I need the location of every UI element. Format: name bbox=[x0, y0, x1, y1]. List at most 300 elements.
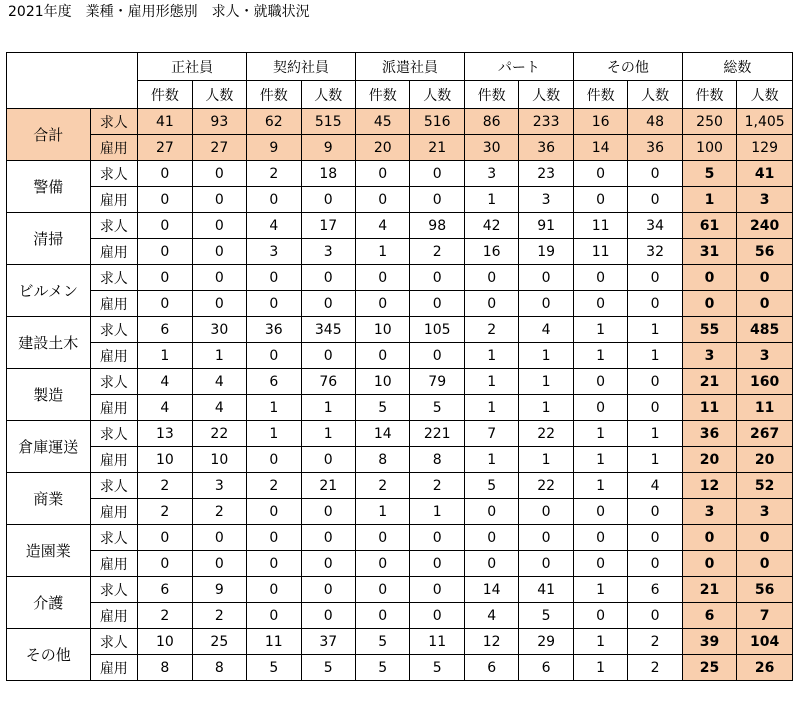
value-cell: 0 bbox=[247, 499, 301, 525]
value-cell: 0 bbox=[573, 369, 627, 395]
value-cell: 0 bbox=[138, 161, 192, 187]
value-cell: 11 bbox=[247, 629, 301, 655]
count-header: 件数 bbox=[573, 81, 627, 109]
value-cell: 62 bbox=[247, 109, 301, 135]
value-cell: 1 bbox=[247, 421, 301, 447]
total-cell: 36 bbox=[682, 421, 736, 447]
value-cell: 42 bbox=[464, 213, 518, 239]
value-cell: 2 bbox=[356, 473, 410, 499]
total-cell: 1,405 bbox=[737, 109, 793, 135]
value-cell: 2 bbox=[628, 629, 682, 655]
count-header: 件数 bbox=[247, 81, 301, 109]
value-cell: 6 bbox=[138, 577, 192, 603]
total-cell: 3 bbox=[737, 187, 793, 213]
value-cell: 1 bbox=[464, 343, 518, 369]
value-cell: 3 bbox=[519, 187, 573, 213]
value-cell: 36 bbox=[628, 135, 682, 161]
table-row bbox=[7, 317, 793, 343]
table-row bbox=[7, 343, 793, 369]
value-cell: 1 bbox=[519, 343, 573, 369]
value-cell: 2 bbox=[247, 161, 301, 187]
value-cell: 233 bbox=[519, 109, 573, 135]
table-row bbox=[7, 551, 793, 577]
value-cell: 5 bbox=[410, 655, 464, 681]
row-type-label: 求人 bbox=[90, 109, 138, 135]
value-cell: 4 bbox=[628, 473, 682, 499]
row-type-label: 求人 bbox=[90, 525, 138, 551]
value-cell: 0 bbox=[301, 187, 355, 213]
row-type-label: 雇用 bbox=[90, 395, 138, 421]
total-cell: 250 bbox=[682, 109, 736, 135]
row-type-label: 雇用 bbox=[90, 447, 138, 473]
value-cell: 2 bbox=[192, 603, 246, 629]
value-cell: 0 bbox=[628, 551, 682, 577]
table-row bbox=[7, 655, 793, 681]
value-cell: 0 bbox=[573, 603, 627, 629]
value-cell: 14 bbox=[464, 577, 518, 603]
category-label: ビルメン bbox=[7, 265, 91, 317]
value-cell: 0 bbox=[138, 525, 192, 551]
value-cell: 0 bbox=[464, 525, 518, 551]
group-header: パート bbox=[464, 53, 573, 81]
total-cell: 3 bbox=[737, 343, 793, 369]
value-cell: 17 bbox=[301, 213, 355, 239]
category-label: 清掃 bbox=[7, 213, 91, 265]
value-cell: 30 bbox=[464, 135, 518, 161]
total-cell: 0 bbox=[682, 525, 736, 551]
value-cell: 0 bbox=[410, 187, 464, 213]
value-cell: 0 bbox=[410, 161, 464, 187]
count-header: 件数 bbox=[464, 81, 518, 109]
total-cell: 31 bbox=[682, 239, 736, 265]
page-title: 2021年度 業種・雇用形態別 求人・就職状況 bbox=[8, 4, 310, 20]
value-cell: 25 bbox=[192, 629, 246, 655]
value-cell: 2 bbox=[410, 473, 464, 499]
value-cell: 10 bbox=[192, 447, 246, 473]
value-cell: 1 bbox=[301, 421, 355, 447]
value-cell: 0 bbox=[247, 187, 301, 213]
value-cell: 14 bbox=[573, 135, 627, 161]
value-cell: 12 bbox=[464, 629, 518, 655]
total-cell: 55 bbox=[682, 317, 736, 343]
people-header: 人数 bbox=[628, 81, 682, 109]
value-cell: 221 bbox=[410, 421, 464, 447]
value-cell: 36 bbox=[519, 135, 573, 161]
total-cell: 0 bbox=[682, 291, 736, 317]
value-cell: 0 bbox=[356, 265, 410, 291]
value-cell: 2 bbox=[410, 239, 464, 265]
value-cell: 34 bbox=[628, 213, 682, 239]
value-cell: 11 bbox=[410, 629, 464, 655]
value-cell: 4 bbox=[138, 369, 192, 395]
value-cell: 1 bbox=[138, 343, 192, 369]
value-cell: 0 bbox=[301, 447, 355, 473]
row-type-label: 求人 bbox=[90, 629, 138, 655]
value-cell: 29 bbox=[519, 629, 573, 655]
row-type-label: 求人 bbox=[90, 265, 138, 291]
value-cell: 11 bbox=[573, 213, 627, 239]
value-cell: 22 bbox=[519, 473, 573, 499]
value-cell: 93 bbox=[192, 109, 246, 135]
value-cell: 0 bbox=[356, 291, 410, 317]
value-cell: 22 bbox=[192, 421, 246, 447]
total-cell: 61 bbox=[682, 213, 736, 239]
value-cell: 86 bbox=[464, 109, 518, 135]
row-type-label: 求人 bbox=[90, 317, 138, 343]
value-cell: 0 bbox=[138, 187, 192, 213]
value-cell: 0 bbox=[247, 343, 301, 369]
value-cell: 0 bbox=[247, 291, 301, 317]
total-cell: 1 bbox=[682, 187, 736, 213]
category-label: 造園業 bbox=[7, 525, 91, 577]
value-cell: 1 bbox=[573, 421, 627, 447]
table-row bbox=[7, 447, 793, 473]
total-cell: 240 bbox=[737, 213, 793, 239]
row-type-label: 雇用 bbox=[90, 499, 138, 525]
value-cell: 2 bbox=[247, 473, 301, 499]
total-cell: 11 bbox=[737, 395, 793, 421]
value-cell: 0 bbox=[138, 213, 192, 239]
count-header: 件数 bbox=[682, 81, 736, 109]
value-cell: 0 bbox=[138, 239, 192, 265]
total-cell: 160 bbox=[737, 369, 793, 395]
total-cell: 5 bbox=[682, 161, 736, 187]
value-cell: 0 bbox=[628, 525, 682, 551]
total-cell: 21 bbox=[682, 577, 736, 603]
total-cell: 3 bbox=[682, 343, 736, 369]
value-cell: 0 bbox=[628, 603, 682, 629]
value-cell: 6 bbox=[247, 369, 301, 395]
table-row bbox=[7, 499, 793, 525]
value-cell: 1 bbox=[573, 317, 627, 343]
value-cell: 6 bbox=[519, 655, 573, 681]
row-type-label: 求人 bbox=[90, 369, 138, 395]
value-cell: 76 bbox=[301, 369, 355, 395]
value-cell: 0 bbox=[138, 265, 192, 291]
table-row bbox=[7, 239, 793, 265]
value-cell: 0 bbox=[573, 525, 627, 551]
count-header: 件数 bbox=[356, 81, 410, 109]
table-row bbox=[7, 395, 793, 421]
table-row bbox=[7, 187, 793, 213]
value-cell: 0 bbox=[519, 525, 573, 551]
value-cell: 10 bbox=[356, 317, 410, 343]
value-cell: 1 bbox=[247, 395, 301, 421]
total-cell: 25 bbox=[682, 655, 736, 681]
category-label: 合計 bbox=[7, 109, 91, 161]
value-cell: 11 bbox=[573, 239, 627, 265]
value-cell: 0 bbox=[410, 343, 464, 369]
value-cell: 0 bbox=[519, 291, 573, 317]
table-row bbox=[7, 265, 793, 291]
value-cell: 1 bbox=[573, 473, 627, 499]
row-type-label: 雇用 bbox=[90, 655, 138, 681]
value-cell: 1 bbox=[192, 343, 246, 369]
value-cell: 0 bbox=[356, 525, 410, 551]
value-cell: 5 bbox=[410, 395, 464, 421]
total-cell: 0 bbox=[682, 551, 736, 577]
value-cell: 0 bbox=[410, 577, 464, 603]
total-cell: 0 bbox=[737, 551, 793, 577]
value-cell: 0 bbox=[192, 161, 246, 187]
value-cell: 0 bbox=[410, 525, 464, 551]
row-type-label: 雇用 bbox=[90, 187, 138, 213]
row-type-label: 雇用 bbox=[90, 603, 138, 629]
value-cell: 0 bbox=[192, 187, 246, 213]
value-cell: 27 bbox=[192, 135, 246, 161]
value-cell: 3 bbox=[247, 239, 301, 265]
value-cell: 516 bbox=[410, 109, 464, 135]
people-header: 人数 bbox=[737, 81, 793, 109]
row-type-label: 求人 bbox=[90, 421, 138, 447]
value-cell: 5 bbox=[464, 473, 518, 499]
category-label: 製造 bbox=[7, 369, 91, 421]
table-row bbox=[7, 369, 793, 395]
value-cell: 1 bbox=[573, 343, 627, 369]
value-cell: 0 bbox=[192, 551, 246, 577]
row-type-label: 雇用 bbox=[90, 239, 138, 265]
value-cell: 48 bbox=[628, 109, 682, 135]
value-cell: 4 bbox=[356, 213, 410, 239]
value-cell: 30 bbox=[192, 317, 246, 343]
value-cell: 0 bbox=[628, 265, 682, 291]
value-cell: 0 bbox=[573, 187, 627, 213]
value-cell: 79 bbox=[410, 369, 464, 395]
value-cell: 8 bbox=[192, 655, 246, 681]
value-cell: 2 bbox=[464, 317, 518, 343]
category-label: その他 bbox=[7, 629, 91, 681]
total-cell: 56 bbox=[737, 239, 793, 265]
row-type-label: 求人 bbox=[90, 473, 138, 499]
total-cell: 0 bbox=[737, 291, 793, 317]
value-cell: 0 bbox=[628, 499, 682, 525]
value-cell: 0 bbox=[410, 603, 464, 629]
value-cell: 0 bbox=[573, 551, 627, 577]
value-cell: 0 bbox=[628, 187, 682, 213]
value-cell: 3 bbox=[464, 161, 518, 187]
value-cell: 5 bbox=[519, 603, 573, 629]
value-cell: 0 bbox=[628, 395, 682, 421]
value-cell: 1 bbox=[573, 447, 627, 473]
value-cell: 0 bbox=[138, 551, 192, 577]
value-cell: 22 bbox=[519, 421, 573, 447]
value-cell: 4 bbox=[192, 369, 246, 395]
people-header: 人数 bbox=[301, 81, 355, 109]
value-cell: 41 bbox=[519, 577, 573, 603]
value-cell: 0 bbox=[464, 291, 518, 317]
value-cell: 9 bbox=[247, 135, 301, 161]
value-cell: 345 bbox=[301, 317, 355, 343]
value-cell: 0 bbox=[464, 265, 518, 291]
total-cell: 0 bbox=[682, 265, 736, 291]
total-cell: 7 bbox=[737, 603, 793, 629]
total-cell: 3 bbox=[737, 499, 793, 525]
value-cell: 0 bbox=[301, 525, 355, 551]
value-cell: 0 bbox=[573, 291, 627, 317]
value-cell: 0 bbox=[519, 551, 573, 577]
value-cell: 4 bbox=[247, 213, 301, 239]
value-cell: 1 bbox=[573, 655, 627, 681]
value-cell: 0 bbox=[410, 265, 464, 291]
value-cell: 2 bbox=[138, 603, 192, 629]
value-cell: 5 bbox=[356, 629, 410, 655]
table-row bbox=[7, 603, 793, 629]
value-cell: 0 bbox=[138, 291, 192, 317]
value-cell: 0 bbox=[247, 265, 301, 291]
value-cell: 0 bbox=[192, 239, 246, 265]
value-cell: 6 bbox=[138, 317, 192, 343]
value-cell: 2 bbox=[138, 473, 192, 499]
row-type-label: 求人 bbox=[90, 577, 138, 603]
value-cell: 0 bbox=[247, 577, 301, 603]
value-cell: 3 bbox=[301, 239, 355, 265]
category-label: 介護 bbox=[7, 577, 91, 629]
value-cell: 0 bbox=[519, 265, 573, 291]
value-cell: 0 bbox=[410, 291, 464, 317]
table-row bbox=[7, 421, 793, 447]
value-cell: 19 bbox=[519, 239, 573, 265]
value-cell: 5 bbox=[247, 655, 301, 681]
value-cell: 0 bbox=[301, 499, 355, 525]
value-cell: 0 bbox=[356, 551, 410, 577]
total-cell: 26 bbox=[737, 655, 793, 681]
value-cell: 6 bbox=[628, 577, 682, 603]
value-cell: 0 bbox=[628, 369, 682, 395]
value-cell: 36 bbox=[247, 317, 301, 343]
value-cell: 0 bbox=[573, 265, 627, 291]
value-cell: 4 bbox=[519, 317, 573, 343]
value-cell: 1 bbox=[464, 369, 518, 395]
value-cell: 1 bbox=[573, 629, 627, 655]
value-cell: 0 bbox=[464, 499, 518, 525]
value-cell: 23 bbox=[519, 161, 573, 187]
value-cell: 0 bbox=[247, 447, 301, 473]
total-cell: 267 bbox=[737, 421, 793, 447]
value-cell: 27 bbox=[138, 135, 192, 161]
total-cell: 0 bbox=[737, 525, 793, 551]
value-cell: 1 bbox=[573, 577, 627, 603]
value-cell: 1 bbox=[464, 395, 518, 421]
value-cell: 0 bbox=[301, 551, 355, 577]
value-cell: 0 bbox=[192, 525, 246, 551]
total-cell: 100 bbox=[682, 135, 736, 161]
total-cell: 11 bbox=[682, 395, 736, 421]
row-type-label: 雇用 bbox=[90, 291, 138, 317]
table-row bbox=[7, 109, 793, 135]
value-cell: 5 bbox=[356, 395, 410, 421]
value-cell: 7 bbox=[464, 421, 518, 447]
value-cell: 0 bbox=[519, 499, 573, 525]
value-cell: 91 bbox=[519, 213, 573, 239]
total-cell: 20 bbox=[682, 447, 736, 473]
value-cell: 2 bbox=[138, 499, 192, 525]
value-cell: 21 bbox=[410, 135, 464, 161]
value-cell: 0 bbox=[301, 343, 355, 369]
total-cell: 39 bbox=[682, 629, 736, 655]
total-cell: 52 bbox=[737, 473, 793, 499]
people-header: 人数 bbox=[192, 81, 246, 109]
group-header: その他 bbox=[573, 53, 682, 81]
value-cell: 0 bbox=[573, 395, 627, 421]
value-cell: 4 bbox=[464, 603, 518, 629]
value-cell: 0 bbox=[301, 603, 355, 629]
value-cell: 0 bbox=[628, 161, 682, 187]
value-cell: 4 bbox=[192, 395, 246, 421]
value-cell: 1 bbox=[519, 369, 573, 395]
value-cell: 3 bbox=[192, 473, 246, 499]
value-cell: 1 bbox=[301, 395, 355, 421]
corner-cell bbox=[7, 53, 138, 109]
value-cell: 9 bbox=[192, 577, 246, 603]
total-cell: 3 bbox=[682, 499, 736, 525]
value-cell: 1 bbox=[628, 421, 682, 447]
table-row bbox=[7, 291, 793, 317]
value-cell: 2 bbox=[628, 655, 682, 681]
table-row bbox=[7, 525, 793, 551]
value-cell: 10 bbox=[138, 629, 192, 655]
value-cell: 0 bbox=[464, 551, 518, 577]
value-cell: 0 bbox=[301, 577, 355, 603]
table-row bbox=[7, 135, 793, 161]
value-cell: 21 bbox=[301, 473, 355, 499]
total-cell: 6 bbox=[682, 603, 736, 629]
value-cell: 5 bbox=[301, 655, 355, 681]
value-cell: 0 bbox=[192, 213, 246, 239]
value-cell: 0 bbox=[247, 525, 301, 551]
value-cell: 1 bbox=[410, 499, 464, 525]
total-cell: 21 bbox=[682, 369, 736, 395]
value-cell: 1 bbox=[628, 343, 682, 369]
value-cell: 8 bbox=[138, 655, 192, 681]
value-cell: 1 bbox=[519, 395, 573, 421]
value-cell: 0 bbox=[247, 603, 301, 629]
value-cell: 18 bbox=[301, 161, 355, 187]
total-cell: 0 bbox=[737, 265, 793, 291]
value-cell: 1 bbox=[628, 317, 682, 343]
row-type-label: 求人 bbox=[90, 213, 138, 239]
group-header: 総数 bbox=[682, 53, 792, 81]
total-cell: 485 bbox=[737, 317, 793, 343]
table-row bbox=[7, 213, 793, 239]
value-cell: 0 bbox=[573, 499, 627, 525]
value-cell: 0 bbox=[356, 343, 410, 369]
table-row bbox=[7, 629, 793, 655]
category-label: 建設土木 bbox=[7, 317, 91, 369]
total-cell: 56 bbox=[737, 577, 793, 603]
value-cell: 0 bbox=[301, 291, 355, 317]
value-cell: 0 bbox=[192, 265, 246, 291]
value-cell: 6 bbox=[464, 655, 518, 681]
value-cell: 0 bbox=[573, 161, 627, 187]
value-cell: 0 bbox=[628, 291, 682, 317]
value-cell: 32 bbox=[628, 239, 682, 265]
value-cell: 37 bbox=[301, 629, 355, 655]
group-header: 正社員 bbox=[138, 53, 247, 81]
value-cell: 0 bbox=[356, 603, 410, 629]
row-type-label: 雇用 bbox=[90, 135, 138, 161]
value-cell: 0 bbox=[192, 291, 246, 317]
employment-table bbox=[6, 52, 793, 681]
value-cell: 10 bbox=[138, 447, 192, 473]
value-cell: 8 bbox=[356, 447, 410, 473]
people-header: 人数 bbox=[519, 81, 573, 109]
value-cell: 41 bbox=[138, 109, 192, 135]
value-cell: 13 bbox=[138, 421, 192, 447]
value-cell: 1 bbox=[464, 187, 518, 213]
value-cell: 0 bbox=[410, 551, 464, 577]
table-row bbox=[7, 161, 793, 187]
value-cell: 0 bbox=[301, 265, 355, 291]
